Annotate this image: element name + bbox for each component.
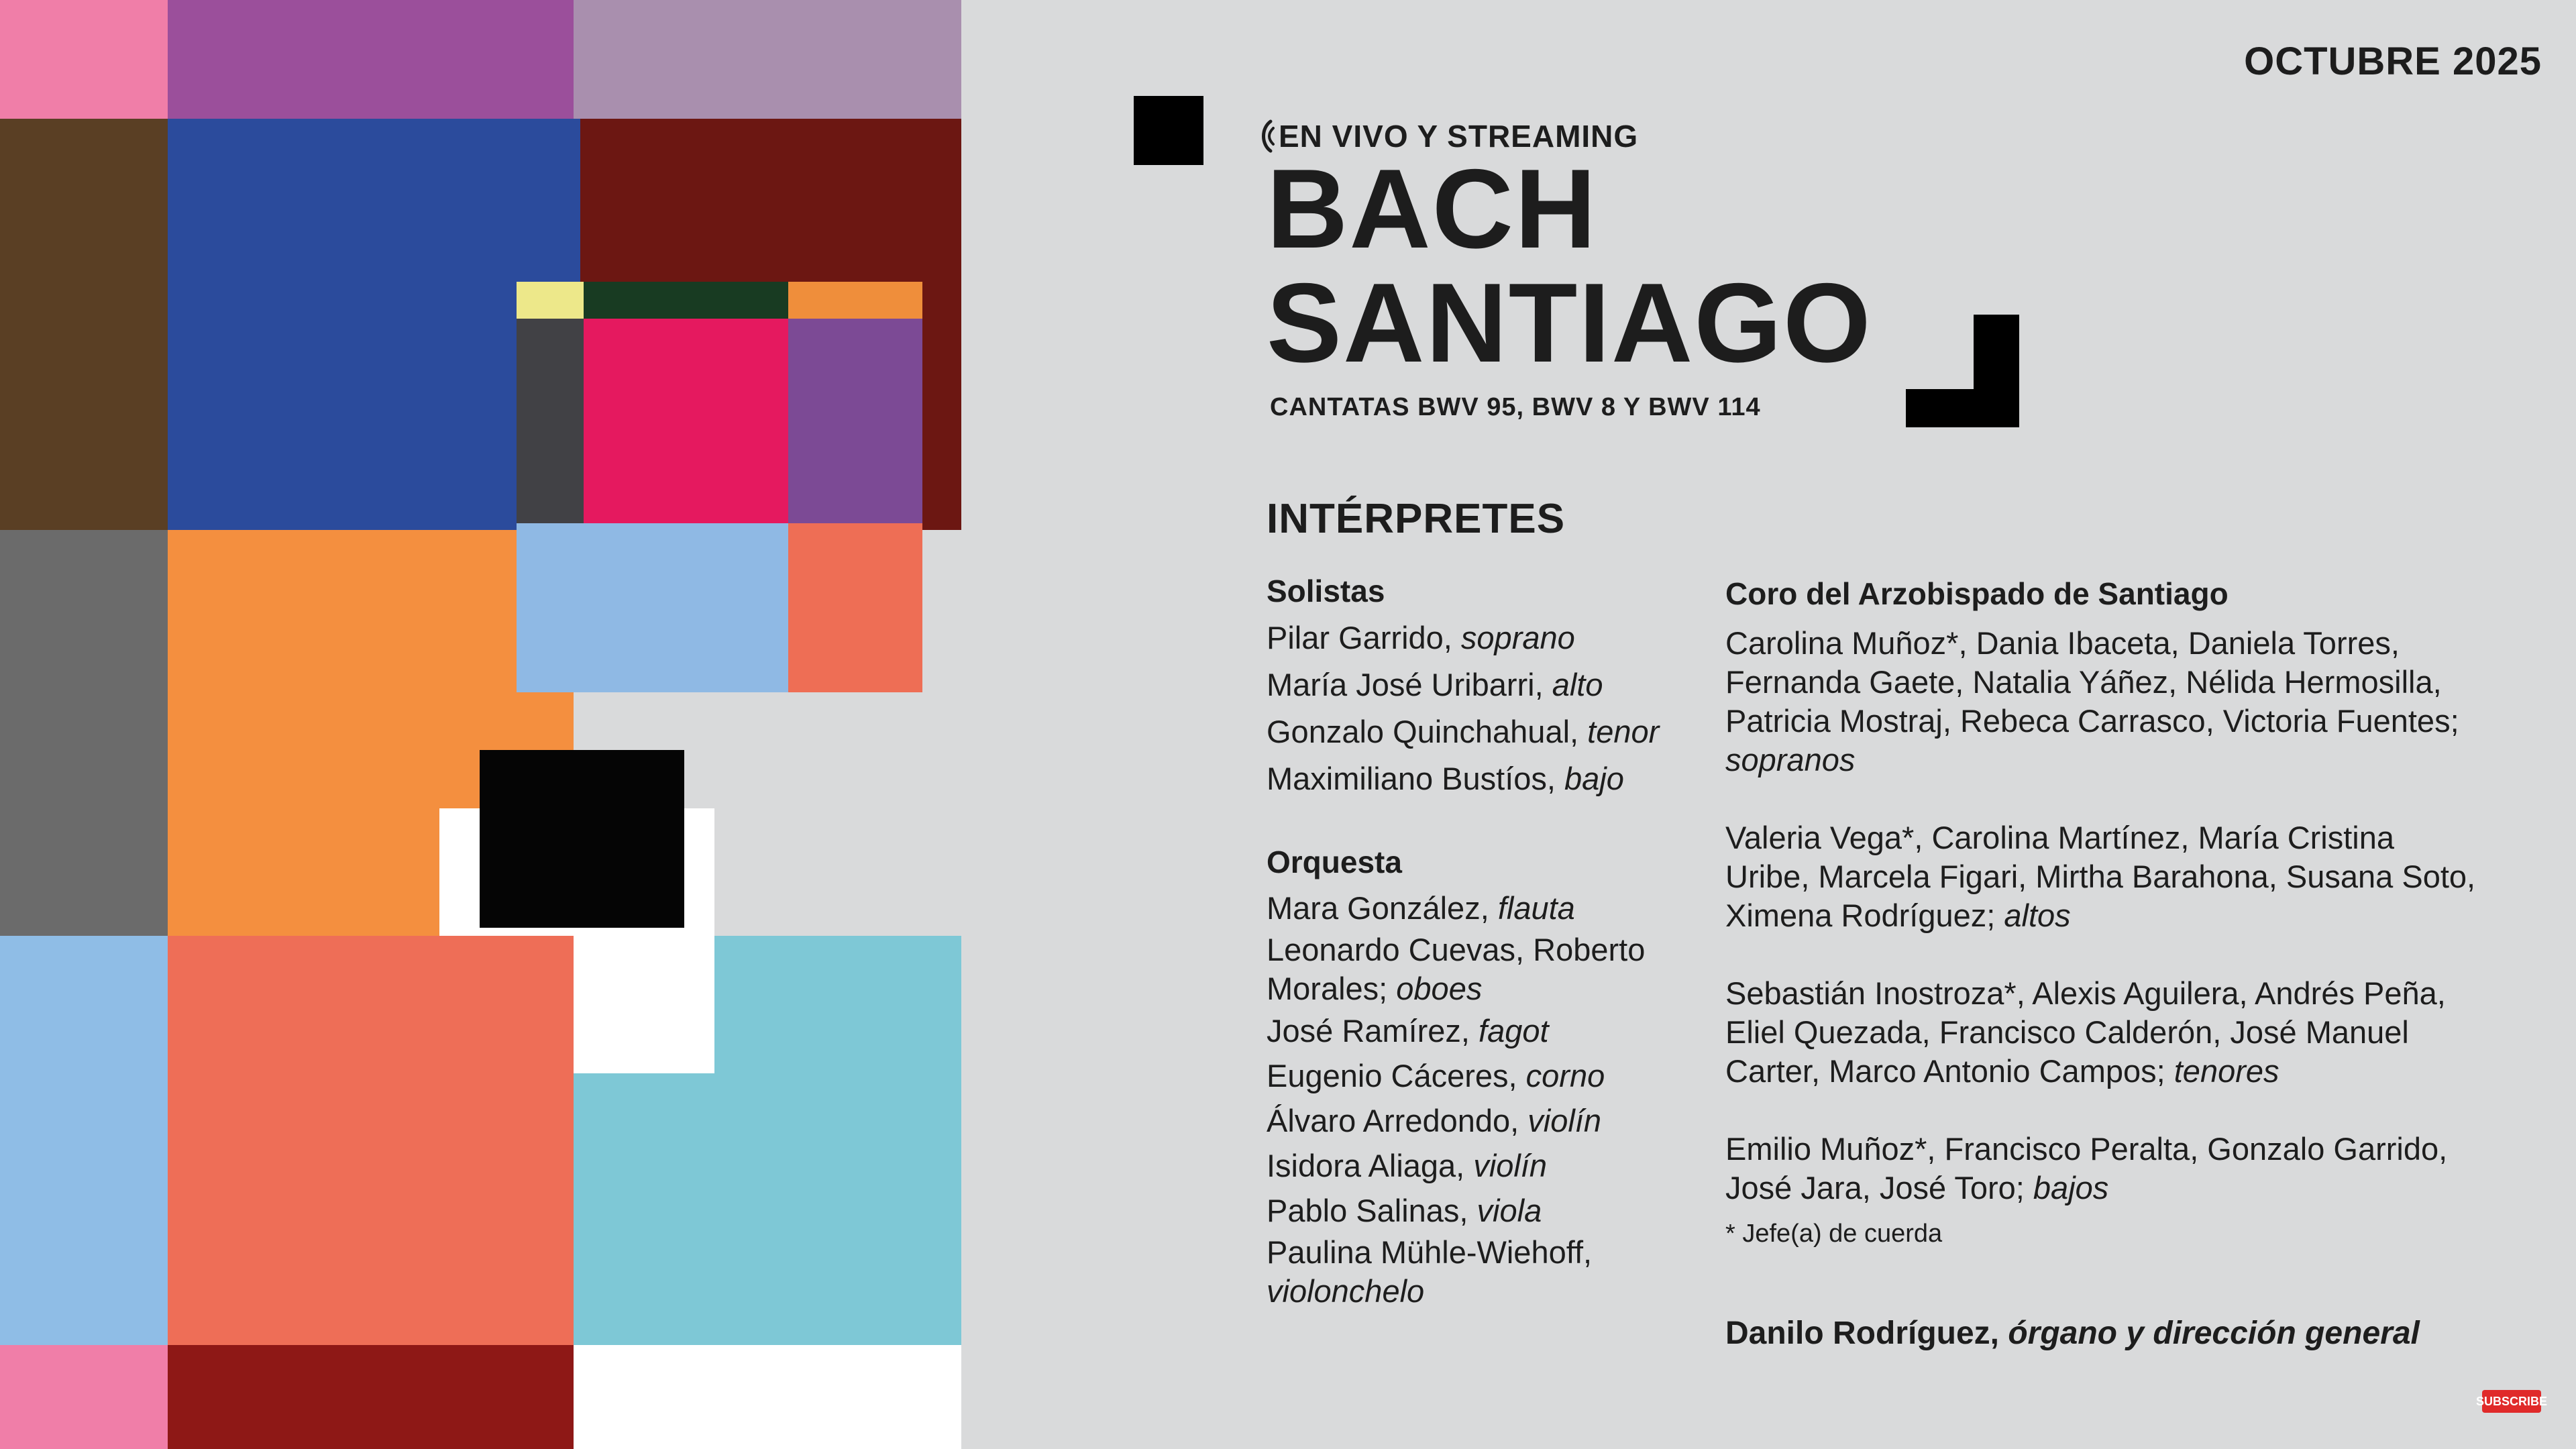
list-item xyxy=(1267,1233,1682,1311)
performer-name: María José Uribarri, xyxy=(1267,667,1552,702)
collage-block xyxy=(517,319,584,523)
choir-role: altos xyxy=(2004,898,2071,933)
collage-block xyxy=(168,936,574,1345)
choir-group-tenores xyxy=(1725,974,2477,1091)
collage-block xyxy=(574,1345,961,1449)
section-leader-note: * Jefe(a) de cuerda xyxy=(1725,1220,1943,1248)
collage-block xyxy=(788,319,922,523)
performer-name: Leonardo Cuevas, Roberto Morales; xyxy=(1267,932,1646,1006)
choir-names: Carolina Muñoz*, Dania Ibaceta, Daniela Torres, Fernanda Gaete, Natalia Yáñez, Nélida Hermosilla, Patricia Mostraj, Rebeca Carrasco, Victoria Fuentes; xyxy=(1725,625,2459,739)
collage-block xyxy=(480,750,684,928)
performer-role: violonchelo xyxy=(1267,1273,1425,1309)
choir-group-bajos xyxy=(1725,1130,2477,1208)
collage-block xyxy=(517,523,788,692)
solistas-list xyxy=(1267,614,1682,802)
collage-block xyxy=(574,1073,714,1345)
choir-group-altos xyxy=(1725,818,2477,935)
director-name: Danilo Rodríguez, xyxy=(1725,1316,2008,1351)
director-credit xyxy=(1725,1315,2420,1352)
collage-block xyxy=(584,319,788,523)
choir-role: bajos xyxy=(2033,1170,2109,1205)
collage-block xyxy=(584,282,788,319)
performer-role: violín xyxy=(1527,1103,1602,1138)
choir-names: Sebastián Inostroza*, Alexis Aguilera, Andrés Peña, Eliel Quezada, Francisco Calderón, José Manuel Carter, Marco Antonio Campos; xyxy=(1725,975,2446,1089)
performer-role: tenor xyxy=(1587,714,1660,749)
list-item xyxy=(1267,614,1682,661)
performer-name: Pilar Garrido, xyxy=(1267,620,1461,655)
subscribe-button[interactable]: SUBSCRIBE xyxy=(2482,1390,2541,1413)
performer-name: Maximiliano Bustíos, xyxy=(1267,761,1565,796)
performer-role: soprano xyxy=(1460,620,1575,655)
performer-role: bajo xyxy=(1564,761,1624,796)
list-item xyxy=(1267,1188,1682,1233)
event-subtitle: CANTATAS BWV 95, BWV 8 Y BWV 114 xyxy=(1270,393,1761,421)
collage-block xyxy=(714,936,961,1345)
performer-name: Isidora Aliaga, xyxy=(1267,1148,1474,1183)
director-role: órgano y dirección general xyxy=(2008,1316,2420,1351)
collage-block xyxy=(0,936,168,1345)
title-line-1: BACH xyxy=(1267,146,1598,272)
left-column xyxy=(1267,568,1682,1311)
performer-role: violín xyxy=(1473,1148,1548,1183)
list-item xyxy=(1267,708,1682,755)
performer-name: Gonzalo Quinchahual, xyxy=(1267,714,1588,749)
performer-role: alto xyxy=(1552,667,1603,702)
list-item xyxy=(1267,1008,1682,1053)
event-title xyxy=(1267,146,1872,386)
list-item xyxy=(1267,885,1682,930)
decorative-square xyxy=(1134,96,1203,165)
performer-name: Mara González, xyxy=(1267,890,1498,926)
list-item xyxy=(1267,661,1682,708)
list-item xyxy=(1267,930,1682,1008)
collage-block xyxy=(168,0,574,119)
live-text: EN VIVO Y STREAMING xyxy=(1279,119,1639,154)
collage-block xyxy=(517,282,584,319)
decorative-corner xyxy=(1906,389,2019,427)
coro-heading: Coro del Arzobispado de Santiago xyxy=(1725,576,2229,611)
choir-names: Emilio Muñoz*, Francisco Peralta, Gonzalo Garrido, José Jara, José Toro; xyxy=(1725,1131,2448,1205)
collage-block xyxy=(168,1345,574,1449)
collage-block xyxy=(0,1345,168,1449)
collage-block xyxy=(574,0,961,119)
performer-name: José Ramírez, xyxy=(1267,1013,1479,1049)
choir-role: sopranos xyxy=(1725,742,1856,777)
list-item xyxy=(1267,1053,1682,1098)
right-column xyxy=(1725,570,2477,1257)
choir-role: tenores xyxy=(2174,1053,2279,1089)
interpretes-heading: INTÉRPRETES xyxy=(1267,496,1566,542)
choir-names: Valeria Vega*, Carolina Martínez, María Cristina Uribe, Marcela Figari, Mirtha Barahona, Susana Soto, Ximena Rodríguez; xyxy=(1725,820,2476,933)
performer-role: fagot xyxy=(1479,1013,1549,1049)
performer-name: Álvaro Arredondo, xyxy=(1267,1103,1528,1138)
collage-block xyxy=(0,0,168,119)
choir-group-sopranos xyxy=(1725,624,2477,780)
performer-role: oboes xyxy=(1396,971,1483,1006)
collage-block xyxy=(788,523,922,692)
list-item xyxy=(1267,1098,1682,1143)
solistas-heading: Solistas xyxy=(1267,574,1385,608)
collage-block xyxy=(0,119,168,530)
collage-block xyxy=(788,282,922,319)
performer-name: Eugenio Cáceres, xyxy=(1267,1058,1526,1093)
performer-role: flauta xyxy=(1497,890,1575,926)
performer-role: corno xyxy=(1525,1058,1605,1093)
performer-name: Pablo Salinas, xyxy=(1267,1193,1477,1228)
event-date: OCTUBRE 2025 xyxy=(2244,40,2542,83)
performer-role: viola xyxy=(1477,1193,1542,1228)
title-line-2: SANTIAGO xyxy=(1267,260,1872,386)
collage-block xyxy=(0,530,168,936)
list-item xyxy=(1267,755,1682,802)
color-collage xyxy=(0,0,961,1449)
performer-name: Paulina Mühle-Wiehoff, xyxy=(1267,1234,1593,1270)
orquesta-heading: Orquesta xyxy=(1267,845,1402,879)
list-item xyxy=(1267,1143,1682,1188)
orquesta-list xyxy=(1267,885,1682,1311)
